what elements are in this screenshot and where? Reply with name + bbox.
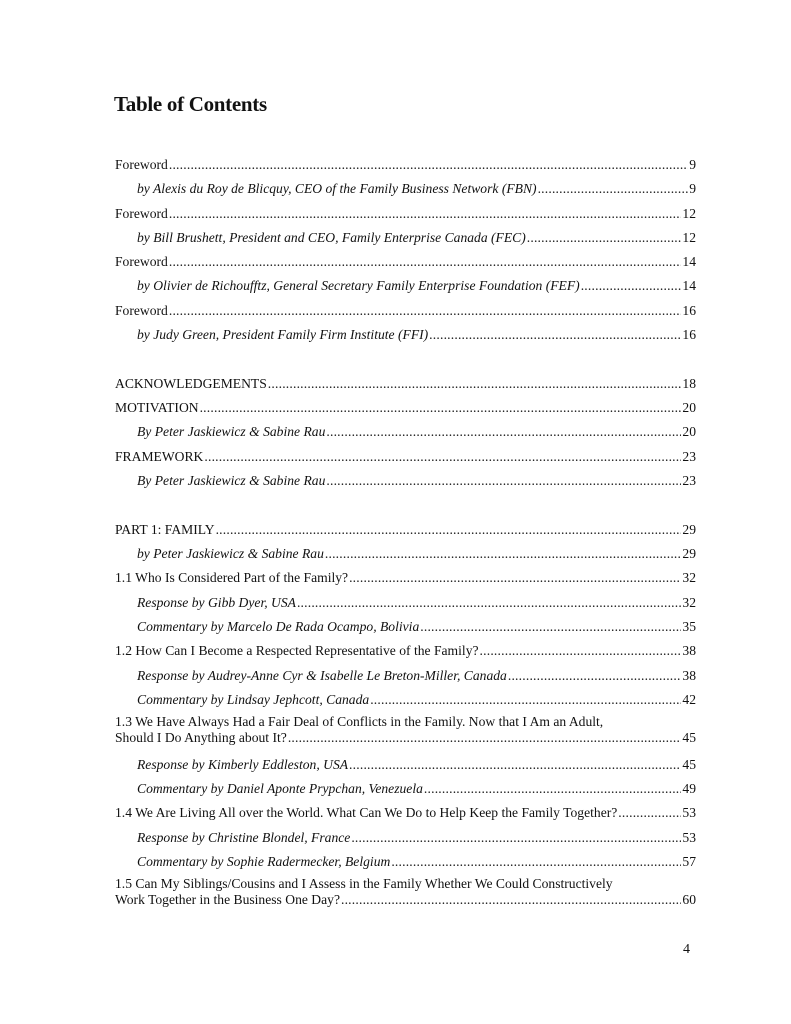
entry-label: By Peter Jaskiewicz & Sabine Rau bbox=[137, 424, 326, 440]
dot-leader bbox=[349, 755, 681, 775]
entry-page: 16 bbox=[682, 327, 696, 343]
entry-label: 1.4 We Are Living All over the World. What Can We Do to Help Keep the Family Together? bbox=[115, 805, 618, 821]
toc-entry-author[interactable] bbox=[115, 422, 696, 446]
toc-entry-part-1[interactable] bbox=[115, 520, 696, 544]
entry-label: By Peter Jaskiewicz & Sabine Rau bbox=[137, 473, 326, 489]
dot-leader bbox=[268, 374, 682, 394]
entry-page: 38 bbox=[682, 643, 696, 659]
entry-page: 42 bbox=[682, 691, 696, 707]
toc-entry-foreword[interactable] bbox=[115, 155, 696, 179]
entry-page: 53 bbox=[682, 829, 696, 845]
table-of-contents bbox=[115, 155, 696, 917]
entry-page: 32 bbox=[682, 594, 696, 610]
entry-label: by Peter Jaskiewicz & Sabine Rau bbox=[137, 546, 324, 562]
entry-page: 29 bbox=[682, 546, 696, 562]
toc-entry-section[interactable] bbox=[115, 714, 696, 755]
dot-leader bbox=[429, 325, 681, 345]
toc-entry-section[interactable] bbox=[115, 803, 696, 827]
toc-entry-acknowledgements[interactable] bbox=[115, 374, 696, 398]
toc-entry-commentary[interactable] bbox=[115, 617, 696, 641]
toc-entry-section[interactable] bbox=[115, 641, 696, 665]
entry-page: 53 bbox=[682, 805, 696, 821]
dot-leader bbox=[527, 228, 682, 248]
toc-entry-foreword[interactable] bbox=[115, 301, 696, 325]
entry-page: 18 bbox=[682, 375, 696, 391]
entry-page: 35 bbox=[682, 619, 696, 635]
dot-leader bbox=[288, 730, 682, 746]
toc-entry-author[interactable] bbox=[115, 471, 696, 495]
entry-label: FRAMEWORK bbox=[115, 448, 204, 464]
dot-leader bbox=[424, 779, 682, 799]
dot-leader bbox=[169, 252, 682, 272]
toc-entry-author[interactable] bbox=[115, 276, 696, 300]
entry-label: MOTIVATION bbox=[115, 400, 199, 416]
entry-page: 20 bbox=[682, 424, 696, 440]
entry-label-line2: Should I Do Anything about It? bbox=[115, 730, 287, 746]
entry-page: 23 bbox=[682, 473, 696, 489]
dot-leader bbox=[351, 828, 681, 848]
entry-page: 29 bbox=[682, 521, 696, 537]
dot-leader bbox=[581, 276, 682, 296]
dot-leader bbox=[349, 568, 681, 588]
entry-page: 9 bbox=[689, 157, 696, 172]
entry-page: 32 bbox=[682, 570, 696, 586]
toc-entry-author[interactable] bbox=[115, 325, 696, 349]
entry-label: 1.1 Who Is Considered Part of the Family? bbox=[115, 570, 349, 586]
dot-leader bbox=[216, 520, 682, 540]
entry-page: 14 bbox=[682, 278, 696, 294]
toc-entry-framework[interactable] bbox=[115, 447, 696, 471]
entry-label: by Alexis du Roy de Blicquy, CEO of the Family Business Network (FBN) bbox=[137, 181, 537, 197]
entry-label-line1: 1.5 Can My Siblings/Cousins and I Assess in the Family Whether We Could Constructively bbox=[115, 876, 613, 892]
entry-label: by Bill Brushett, President and CEO, Family Enterprise Canada (FEC) bbox=[137, 229, 526, 245]
toc-entry-commentary[interactable] bbox=[115, 779, 696, 803]
dot-leader bbox=[370, 690, 681, 710]
dot-leader bbox=[538, 179, 689, 199]
toc-entry-foreword[interactable] bbox=[115, 204, 696, 228]
entry-label: Response by Christine Blondel, France bbox=[137, 829, 351, 845]
toc-entry-commentary[interactable] bbox=[115, 852, 696, 876]
entry-label: PART 1: FAMILY bbox=[115, 521, 215, 537]
page-title: Table of Contents bbox=[114, 92, 267, 116]
dot-leader bbox=[618, 803, 681, 823]
toc-entry-author[interactable] bbox=[115, 544, 696, 568]
entry-page: 60 bbox=[682, 892, 696, 908]
entry-label: Commentary by Lindsay Jephcott, Canada bbox=[137, 691, 370, 707]
entry-label: by Judy Green, President Family Firm Institute (FFI) bbox=[137, 327, 429, 343]
dot-leader bbox=[480, 641, 682, 661]
dot-leader bbox=[297, 593, 681, 613]
entry-label: Foreword bbox=[115, 157, 168, 172]
entry-label: Response by Gibb Dyer, USA bbox=[137, 594, 296, 610]
toc-entry-response[interactable] bbox=[115, 593, 696, 617]
dot-leader bbox=[169, 301, 682, 321]
entry-page: 12 bbox=[682, 229, 696, 245]
entry-label: 1.2 How Can I Become a Respected Representative of the Family? bbox=[115, 643, 479, 659]
entry-page: 38 bbox=[682, 667, 696, 683]
entry-page: 9 bbox=[689, 181, 696, 197]
toc-entry-author[interactable] bbox=[115, 179, 696, 203]
entry-page: 45 bbox=[682, 730, 696, 746]
dot-leader bbox=[326, 422, 681, 442]
toc-entry-section[interactable] bbox=[115, 876, 696, 917]
dot-leader bbox=[169, 204, 682, 224]
entry-page: 12 bbox=[682, 205, 696, 221]
entry-label: by Olivier de Richoufftz, General Secretary Family Enterprise Foundation (FEF) bbox=[137, 278, 580, 294]
dot-leader bbox=[508, 666, 682, 686]
entry-label: Commentary by Marcelo De Rada Ocampo, Bolivia bbox=[137, 619, 420, 635]
toc-entry-foreword[interactable] bbox=[115, 252, 696, 276]
entry-page: 57 bbox=[682, 853, 696, 869]
entry-label: Response by Audrey-Anne Cyr & Isabelle Le Breton-Miller, Canada bbox=[137, 667, 507, 683]
entry-label: Commentary by Daniel Aponte Prypchan, Venezuela bbox=[137, 781, 423, 797]
toc-entry-response[interactable] bbox=[115, 828, 696, 852]
entry-label: Foreword bbox=[115, 205, 168, 221]
dot-leader bbox=[204, 447, 681, 467]
dot-leader bbox=[200, 398, 682, 418]
dot-leader bbox=[326, 471, 681, 491]
toc-entry-motivation[interactable] bbox=[115, 398, 696, 422]
entry-page: 20 bbox=[682, 400, 696, 416]
entry-label: Foreword bbox=[115, 302, 168, 318]
dot-leader bbox=[325, 544, 682, 564]
entry-page: 23 bbox=[682, 448, 696, 464]
entry-label: Foreword bbox=[115, 254, 168, 270]
entry-page: 45 bbox=[682, 756, 696, 772]
dot-leader bbox=[169, 155, 688, 175]
toc-entry-section[interactable] bbox=[115, 568, 696, 592]
toc-entry-response[interactable] bbox=[115, 755, 696, 779]
dot-leader bbox=[341, 892, 681, 908]
entry-page: 14 bbox=[682, 254, 696, 270]
entry-label: Response by Kimberly Eddleston, USA bbox=[137, 756, 349, 772]
entry-page: 49 bbox=[682, 781, 696, 797]
toc-entry-author[interactable] bbox=[115, 228, 696, 252]
page-number: 4 bbox=[683, 942, 690, 957]
entry-label-line1: 1.3 We Have Always Had a Fair Deal of Conflicts in the Family. Now that I Am an Adult, bbox=[115, 714, 604, 730]
dot-leader bbox=[391, 852, 681, 872]
toc-entry-response[interactable] bbox=[115, 666, 696, 690]
entry-label: ACKNOWLEDGEMENTS bbox=[115, 375, 267, 391]
dot-leader bbox=[420, 617, 681, 637]
entry-page: 16 bbox=[682, 302, 696, 318]
entry-label-line2: Work Together in the Business One Day? bbox=[115, 892, 340, 908]
entry-label: Commentary by Sophie Radermecker, Belgium bbox=[137, 853, 391, 869]
toc-entry-commentary[interactable] bbox=[115, 690, 696, 714]
